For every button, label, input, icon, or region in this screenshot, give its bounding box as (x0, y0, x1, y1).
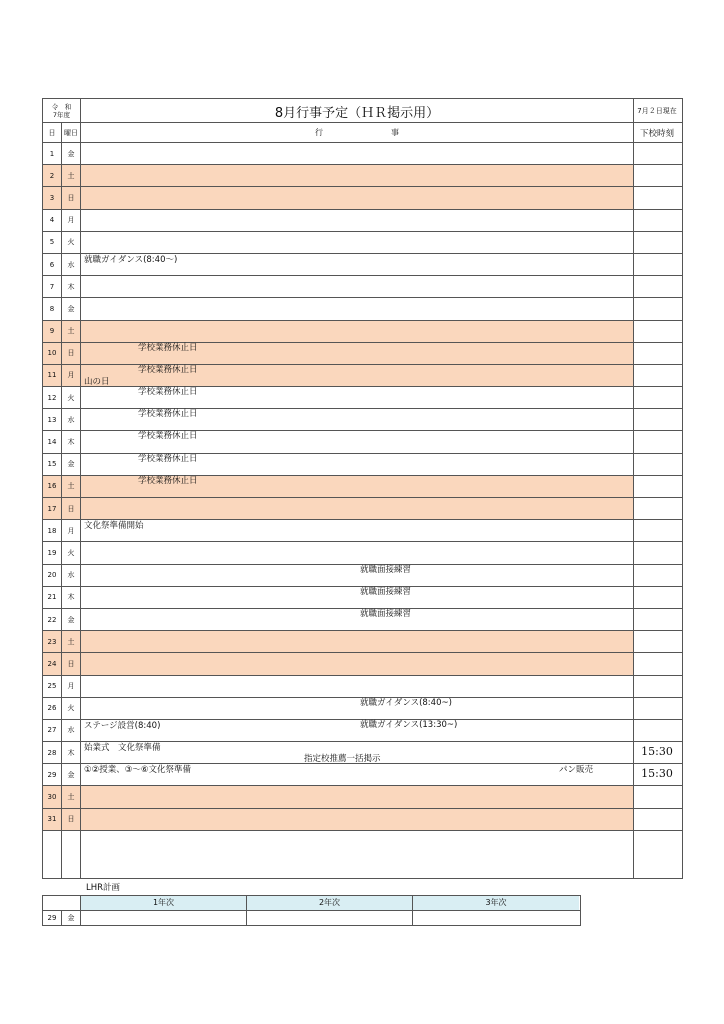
events-cell (81, 387, 634, 408)
events-cell (81, 720, 634, 741)
day-number: 17 (43, 498, 62, 519)
day-number: 25 (43, 676, 62, 697)
event-text: 就職ガイダンス(8:40~) (360, 697, 452, 708)
era-line2: 7年度 (52, 110, 71, 119)
events-cell (81, 476, 634, 497)
day-of-week: 日 (62, 343, 81, 364)
day-row (43, 409, 682, 431)
blank-dow-cell (62, 831, 81, 878)
lhr-title: LHR計画 (86, 883, 121, 893)
day-of-week: 日 (62, 498, 81, 519)
day-row (43, 321, 682, 343)
events-cell (81, 298, 634, 319)
day-number: 31 (43, 809, 62, 830)
events-cell (81, 343, 634, 364)
day-of-week: 土 (62, 631, 81, 652)
day-row (43, 764, 682, 786)
events-cell (81, 742, 634, 763)
day-row (43, 210, 682, 232)
day-row (43, 631, 682, 653)
day-number: 26 (43, 698, 62, 719)
event-text: 指定校推薦一括掲示 (304, 754, 381, 765)
day-number: 15 (43, 454, 62, 475)
day-of-week: 金 (62, 764, 81, 785)
day-row (43, 276, 682, 298)
blank-main-cell (81, 831, 634, 878)
day-of-week: 日 (62, 653, 81, 674)
events-cell (81, 409, 634, 430)
day-of-week: 木 (62, 742, 81, 763)
era-line1: 令 和 (51, 102, 72, 111)
lhr-col-3: 3年次 (413, 896, 579, 910)
events-cell (81, 254, 634, 275)
event-text: パン販売 (559, 765, 594, 776)
day-number: 2 (43, 165, 62, 186)
day-number: 14 (43, 431, 62, 452)
event-text: 始業式 文化祭準備 (84, 743, 161, 754)
as-of-cell (634, 99, 680, 122)
event-text: ステージ設営(8:40) (84, 720, 161, 731)
day-number: 1 (43, 143, 62, 164)
events-cell (81, 232, 634, 253)
dismissal-cell (634, 742, 680, 763)
lhr-cell-1 (81, 911, 247, 925)
events-cell (81, 365, 634, 386)
day-of-week: 金 (62, 298, 81, 319)
events-cell (81, 764, 634, 785)
day-number: 19 (43, 542, 62, 563)
day-number: 22 (43, 609, 62, 630)
day-of-week: 金 (62, 454, 81, 475)
events-cell (81, 786, 634, 807)
day-row (43, 343, 682, 365)
dismissal-time: 15:30 (641, 745, 673, 759)
day-of-week: 水 (62, 409, 81, 430)
event-text: 学校業務休止日 (138, 431, 198, 442)
lhr-cell-3 (413, 911, 579, 925)
day-number: 11 (43, 365, 62, 386)
day-number: 28 (43, 742, 62, 763)
dismissal-cell (634, 476, 680, 497)
day-of-week: 火 (62, 232, 81, 253)
day-number: 6 (43, 254, 62, 275)
event-text: 山の日 (84, 376, 110, 387)
dismissal-cell (634, 609, 680, 630)
dismissal-cell (634, 498, 680, 519)
event-text: ①②授業、③～⑥文化祭準備 (84, 765, 191, 776)
dismissal-cell (634, 165, 680, 186)
day-number: 21 (43, 587, 62, 608)
dismissal-cell (634, 653, 680, 674)
lhr-cell-2 (247, 911, 413, 925)
day-number: 27 (43, 720, 62, 741)
event-text: 学校業務休止日 (138, 364, 198, 375)
events-cell (81, 276, 634, 297)
day-number: 7 (43, 276, 62, 297)
events-cell (81, 321, 634, 342)
dismissal-cell (634, 720, 680, 741)
day-of-week: 木 (62, 587, 81, 608)
day-of-week: 土 (62, 476, 81, 497)
day-of-week: 水 (62, 565, 81, 586)
schedule-sheet (42, 98, 683, 879)
col-day-header: 日 (43, 123, 62, 142)
events-cell (81, 698, 634, 719)
day-number: 30 (43, 786, 62, 807)
dismissal-cell (634, 676, 680, 697)
day-row (43, 565, 682, 587)
dismissal-cell (634, 698, 680, 719)
events-cell (81, 542, 634, 563)
day-of-week: 水 (62, 254, 81, 275)
day-number: 4 (43, 210, 62, 231)
day-row (43, 653, 682, 675)
event-text: 就職面接練習 (360, 564, 412, 575)
day-of-week: 火 (62, 542, 81, 563)
col-dismissal-header (634, 123, 680, 142)
title-cell (81, 99, 634, 122)
lhr-table (42, 895, 581, 926)
lhr-day: 29 (43, 911, 62, 925)
day-row (43, 187, 682, 209)
blank-end-cell (634, 831, 680, 878)
day-number: 5 (43, 232, 62, 253)
col-events-label-a: 行 (315, 128, 323, 137)
dismissal-cell (634, 254, 680, 275)
dismissal-cell (634, 298, 680, 319)
col-events-label-b: 事 (391, 128, 399, 137)
day-row (43, 476, 682, 498)
event-text: 学校業務休止日 (138, 475, 198, 486)
dismissal-cell (634, 431, 680, 452)
dismissal-cell (634, 520, 680, 541)
lhr-col-2: 2年次 (247, 896, 413, 910)
day-number: 29 (43, 764, 62, 785)
day-of-week: 金 (62, 143, 81, 164)
day-of-week: 土 (62, 321, 81, 342)
day-of-week: 月 (62, 210, 81, 231)
dismissal-cell (634, 232, 680, 253)
dismissal-cell (634, 187, 680, 208)
event-text: 学校業務休止日 (138, 387, 198, 398)
events-cell (81, 210, 634, 231)
events-cell (81, 498, 634, 519)
event-text: 文化祭準備開始 (84, 521, 144, 532)
col-dismissal-label: 下校時刻 (639, 128, 674, 139)
page-title: 8月行事予定（ＨＲ掲示用） (274, 106, 440, 121)
lhr-row (43, 910, 580, 925)
day-row (43, 786, 682, 808)
events-cell (81, 631, 634, 652)
day-number: 18 (43, 520, 62, 541)
day-row (43, 165, 682, 187)
event-text: 学校業務休止日 (138, 409, 198, 420)
day-of-week: 火 (62, 387, 81, 408)
day-of-week: 水 (62, 720, 81, 741)
day-row (43, 698, 682, 720)
day-of-week: 日 (62, 809, 81, 830)
day-of-week: 月 (62, 520, 81, 541)
dismissal-cell (634, 365, 680, 386)
day-row (43, 232, 682, 254)
column-header-row (43, 123, 682, 143)
era-cell (43, 99, 81, 122)
day-row (43, 498, 682, 520)
dismissal-cell (634, 542, 680, 563)
day-row (43, 609, 682, 631)
day-number: 9 (43, 321, 62, 342)
events-cell (81, 454, 634, 475)
day-number: 23 (43, 631, 62, 652)
day-number: 24 (43, 653, 62, 674)
day-row (43, 431, 682, 453)
day-number: 20 (43, 565, 62, 586)
events-cell (81, 653, 634, 674)
day-row (43, 676, 682, 698)
day-number: 12 (43, 387, 62, 408)
events-cell (81, 809, 634, 830)
event-text: 就職ガイダンス(8:40～) (84, 254, 178, 265)
day-of-week: 日 (62, 187, 81, 208)
dismissal-cell (634, 786, 680, 807)
events-cell (81, 187, 634, 208)
lhr-col-1: 1年次 (81, 896, 247, 910)
dismissal-cell (634, 276, 680, 297)
day-of-week: 木 (62, 276, 81, 297)
col-events-header (81, 123, 634, 142)
day-of-week: 木 (62, 431, 81, 452)
day-of-week: 金 (62, 609, 81, 630)
day-of-week: 月 (62, 676, 81, 697)
dismissal-cell (634, 143, 680, 164)
lhr-dow: 金 (62, 911, 81, 925)
blank-row (43, 831, 682, 879)
events-cell (81, 431, 634, 452)
day-row (43, 454, 682, 476)
event-text: 学校業務休止日 (138, 342, 198, 353)
lhr-header-row (43, 896, 580, 910)
day-number: 13 (43, 409, 62, 430)
day-rows (43, 143, 682, 831)
day-of-week: 火 (62, 698, 81, 719)
day-row (43, 520, 682, 542)
events-cell (81, 565, 634, 586)
events-cell (81, 676, 634, 697)
day-row (43, 720, 682, 742)
events-cell (81, 165, 634, 186)
dismissal-cell (634, 587, 680, 608)
day-number: 16 (43, 476, 62, 497)
events-cell (81, 587, 634, 608)
day-row (43, 587, 682, 609)
event-text: 就職面接練習 (360, 586, 412, 597)
col-dow-header: 曜日 (62, 123, 81, 142)
as-of-date: 7月２日現在 (637, 106, 677, 115)
dismissal-time: 15:30 (641, 767, 673, 781)
lhr-header-blank (43, 896, 81, 910)
events-cell (81, 143, 634, 164)
dismissal-cell (634, 387, 680, 408)
day-row (43, 742, 682, 764)
dismissal-cell (634, 764, 680, 785)
day-number: 3 (43, 187, 62, 208)
event-text: 学校業務休止日 (138, 453, 198, 464)
day-row (43, 542, 682, 564)
events-cell (81, 609, 634, 630)
dismissal-cell (634, 454, 680, 475)
events-cell (81, 520, 634, 541)
day-row (43, 298, 682, 320)
dismissal-cell (634, 321, 680, 342)
day-row (43, 387, 682, 409)
dismissal-cell (634, 343, 680, 364)
day-of-week: 月 (62, 365, 81, 386)
day-number: 10 (43, 343, 62, 364)
event-text: 就職面接練習 (360, 608, 412, 619)
day-of-week: 土 (62, 786, 81, 807)
header-row (43, 99, 682, 123)
day-row (43, 809, 682, 831)
day-number: 8 (43, 298, 62, 319)
day-row (43, 365, 682, 387)
day-row (43, 254, 682, 276)
dismissal-cell (634, 809, 680, 830)
dismissal-cell (634, 210, 680, 231)
blank-day-cell (43, 831, 62, 878)
dismissal-cell (634, 565, 680, 586)
day-of-week: 土 (62, 165, 81, 186)
day-row (43, 143, 682, 165)
event-text: 就職ガイダンス(13:30~) (360, 719, 458, 730)
dismissal-cell (634, 409, 680, 430)
dismissal-cell (634, 631, 680, 652)
